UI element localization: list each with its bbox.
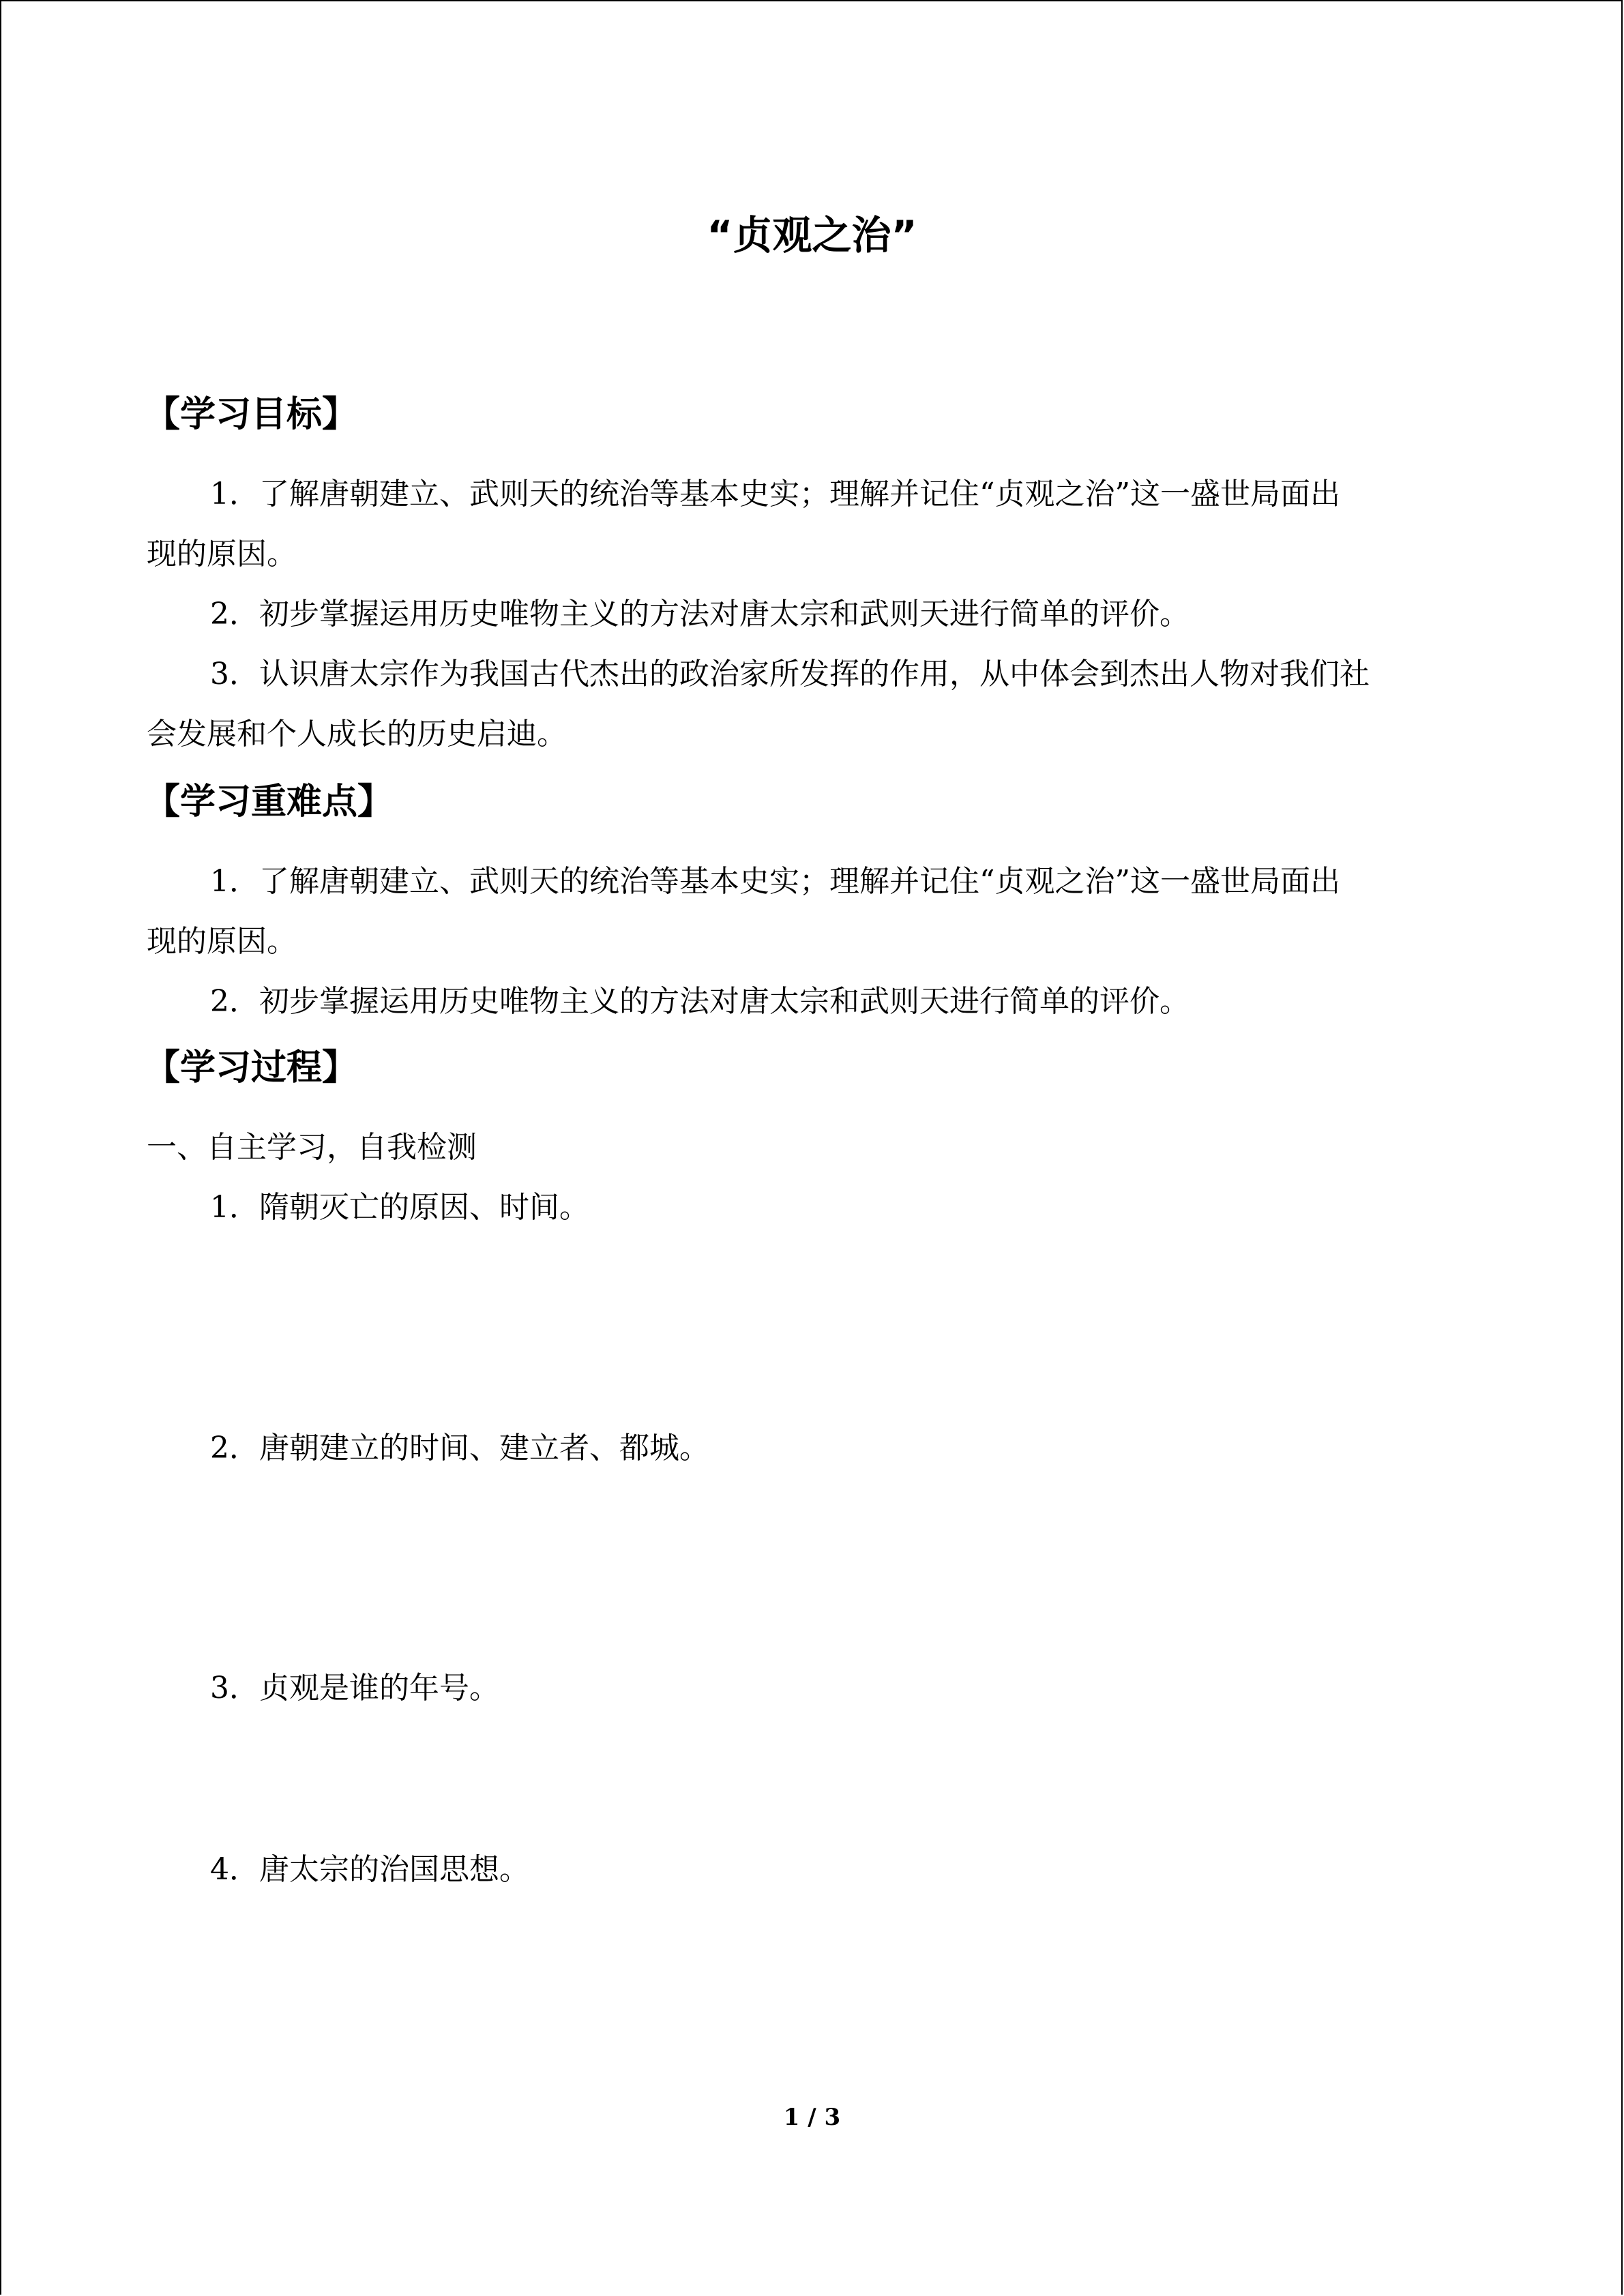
question-1: 1．隋朝灭亡的原因、时间。: [210, 1190, 589, 1225]
question-2: 2．唐朝建立的时间、建立者、都城。: [210, 1431, 709, 1465]
section-heading-key-points: 【学习重难点】: [145, 781, 394, 822]
section-heading-process: 【学习过程】: [145, 1047, 358, 1088]
page-number: 1 / 3: [783, 2104, 841, 2131]
section-heading-goals: 【学习目标】: [145, 394, 358, 435]
question-3: 3．贞观是谁的年号。: [210, 1671, 499, 1705]
goal-item-3-line-1: 3．认识唐太宗作为我国古代杰出的政治家所发挥的作用，从中体会到杰出人物对我们社: [210, 657, 1370, 691]
goal-item-1-line-1: 1．了解唐朝建立、武则天的统治等基本史实；理解并记住“贞观之治”这一盛世局面出: [210, 477, 1340, 511]
key-point-item-1-line-1: 1．了解唐朝建立、武则天的统治等基本史实；理解并记住“贞观之治”这一盛世局面出: [210, 864, 1340, 899]
key-point-item-2: 2．初步掌握运用历史唯物主义的方法对唐太宗和武则天进行简单的评价。: [210, 984, 1190, 1019]
document-title: “贞观之治”: [707, 212, 917, 258]
key-point-item-1-line-2: 现的原因。: [147, 924, 297, 959]
goal-item-2: 2．初步掌握运用历史唯物主义的方法对唐太宗和武则天进行简单的评价。: [210, 597, 1190, 631]
process-subheading: 一、自主学习，自我检测: [147, 1130, 477, 1165]
goal-item-3-line-2: 会发展和个人成长的历史启迪。: [147, 717, 567, 751]
question-4: 4．唐太宗的治国思想。: [210, 1852, 529, 1887]
goal-item-1-line-2: 现的原因。: [147, 537, 297, 571]
